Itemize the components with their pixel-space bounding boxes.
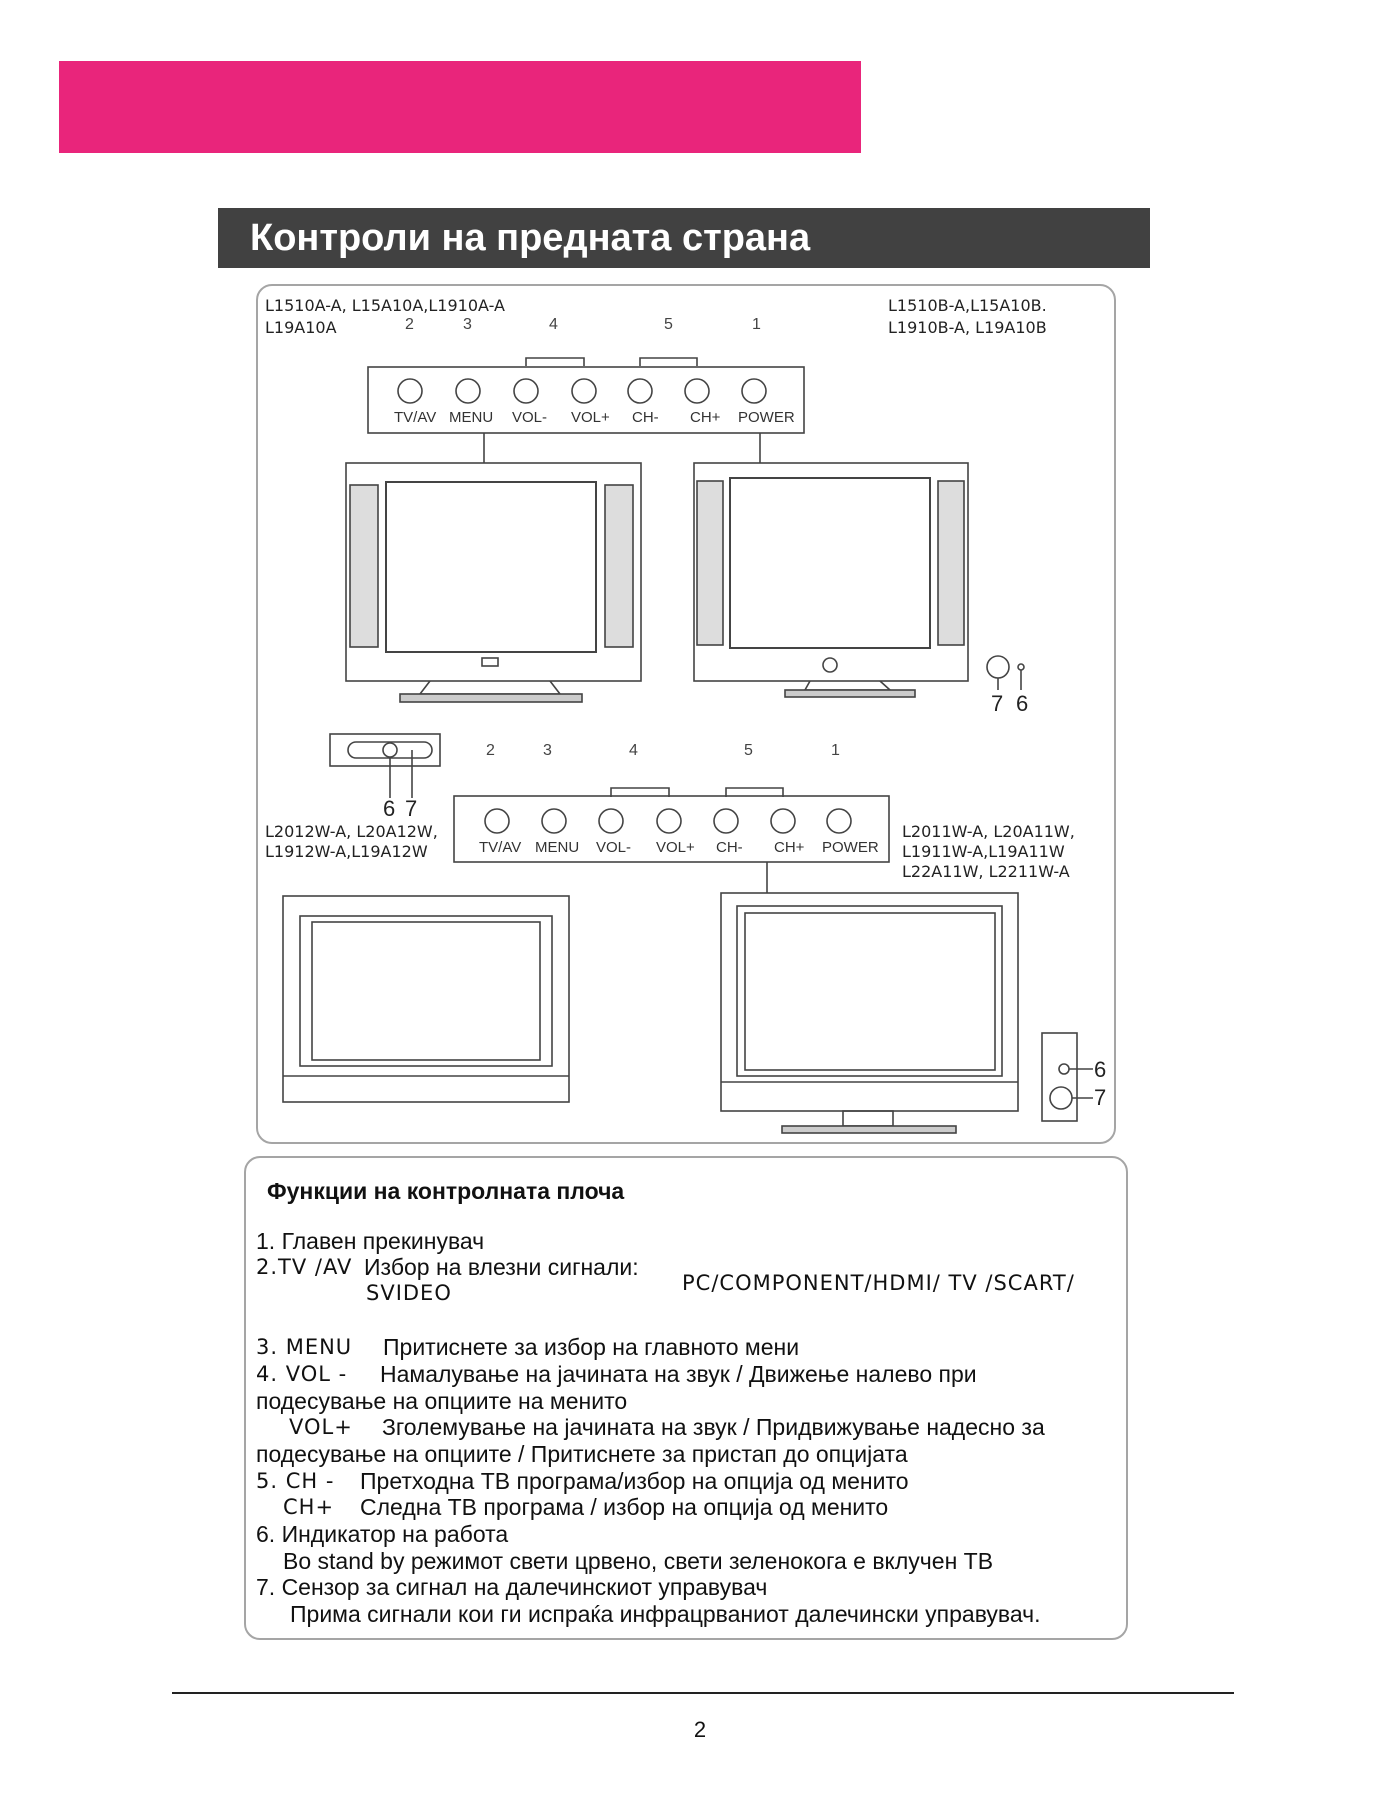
btn-label-vol-plus-bottom: VOL+ bbox=[656, 839, 695, 856]
callout-7-left: 7 bbox=[405, 796, 418, 821]
func-item-7-text: Прима сигнали кои ги испраќа инфрацрваниот далечински управувач. bbox=[290, 1601, 1041, 1627]
btn-label-ch-plus-bottom: CH+ bbox=[774, 839, 805, 856]
page-number: 2 bbox=[693, 1717, 707, 1742]
func-item-4-volplus-cont: подесување на опциите / Притиснете за пристап до опцијата bbox=[256, 1441, 908, 1467]
func-item-5-key: 5. CH - bbox=[256, 1469, 335, 1493]
btn-label-tv-av-top: TV/AV bbox=[394, 409, 437, 426]
vol-minus-button-top bbox=[514, 379, 538, 403]
functions-title: Функции на контролната плоча bbox=[267, 1178, 625, 1204]
func-item-6-text: Во stand by режимот свети црвено, свети зеленокога е вклучен ТВ bbox=[283, 1548, 994, 1574]
func-item-5-text: Претходна ТВ програма/избор на опција од менито bbox=[360, 1468, 909, 1494]
callout-4-bottom: 4 bbox=[629, 742, 638, 759]
func-item-6: 6. Индикатор на работа bbox=[256, 1521, 509, 1547]
func-item-3-text: Притиснете за избор на главното мени bbox=[383, 1334, 800, 1360]
callout-1-top: 1 bbox=[752, 316, 761, 333]
power-button-top bbox=[742, 379, 766, 403]
btn-label-ch-minus-top: CH- bbox=[632, 409, 659, 426]
model-label-bottom-right-1: L2011W-A, L20A11W, bbox=[902, 822, 1075, 841]
model-label-bottom-right-3: L22A11W, L2211W-A bbox=[902, 862, 1070, 881]
func-item-4-volplus-text: Зголемување на јачината на звук / Придвижување надесно за bbox=[382, 1414, 1045, 1440]
btn-label-menu-top: MENU bbox=[449, 409, 494, 426]
ch-plus-button-top bbox=[685, 379, 709, 403]
callout-7-right: 7 bbox=[1094, 1085, 1107, 1110]
callout-7-top: 7 bbox=[991, 691, 1004, 716]
func-item-2-text: Избор на влезни сигнали: bbox=[364, 1254, 639, 1280]
callout-3-bottom: 3 bbox=[543, 742, 552, 759]
func-item-5-chplus-key: CH+ bbox=[283, 1495, 335, 1519]
func-item-4-volplus-key: VOL+ bbox=[289, 1415, 353, 1439]
btn-label-vol-minus-bottom: VOL- bbox=[596, 839, 632, 856]
model-label-top-right-1: L1510B-A,L15A10B. bbox=[888, 296, 1047, 315]
callout-6-top: 6 bbox=[1016, 691, 1029, 716]
func-item-4-text: Намалување на јачината на звук / Движење налево при bbox=[380, 1361, 977, 1387]
footer-rule bbox=[172, 1692, 1234, 1694]
callout-6-left: 6 bbox=[383, 796, 396, 821]
callout-2-bottom: 2 bbox=[486, 742, 495, 759]
model-label-top-left-2: L19A10A bbox=[265, 318, 337, 337]
btn-label-tv-av-bottom: TV/AV bbox=[479, 839, 522, 856]
func-item-2-key: 2.TV /AV bbox=[256, 1255, 353, 1279]
callout-4-top: 4 bbox=[549, 316, 558, 333]
model-label-top-left-1: L1510A-A, L15A10A,L1910A-A bbox=[265, 296, 505, 315]
model-label-top-right-2: L1910B-A, L19A10B bbox=[888, 318, 1047, 337]
func-item-4-cont: подесување на опциите на менито bbox=[256, 1388, 628, 1414]
func-item-2-svideo: SVIDEO bbox=[366, 1281, 452, 1305]
callout-5-top: 5 bbox=[664, 316, 673, 333]
btn-label-power-bottom: POWER bbox=[822, 839, 879, 856]
func-item-5-chplus-text: Следна ТВ програма / избор на опција од менито bbox=[360, 1494, 889, 1520]
func-item-4-key: 4. VOL - bbox=[256, 1362, 348, 1386]
func-item-7: 7. Сензор за сигнал на далечинскиот управувач bbox=[256, 1574, 768, 1600]
tv-bottom-right-body bbox=[721, 893, 1018, 1111]
model-label-bottom-left-2: L1912W-A,L19A12W bbox=[265, 842, 428, 861]
remote-sensor-top bbox=[987, 656, 1009, 678]
section-title: Контроли на предната страна bbox=[218, 208, 1150, 268]
callout-6-right: 6 bbox=[1094, 1057, 1107, 1082]
btn-label-menu-bottom: MENU bbox=[535, 839, 580, 856]
btn-label-vol-minus-top: VOL- bbox=[512, 409, 548, 426]
btn-label-power-top: POWER bbox=[738, 409, 795, 426]
vol-plus-button-top bbox=[572, 379, 596, 403]
callout-2-top: 2 bbox=[405, 316, 414, 333]
model-label-bottom-right-2: L1911W-A,L19A11W bbox=[902, 842, 1065, 861]
func-item-1: 1. Главен прекинувач bbox=[256, 1228, 485, 1254]
func-item-3-key: 3. MENU bbox=[256, 1335, 353, 1359]
btn-label-ch-plus-top: CH+ bbox=[690, 409, 721, 426]
func-item-2-sources: PC/COMPONENT/HDMI/ TV /SCART/ bbox=[682, 1271, 1075, 1295]
sensor-panel-right bbox=[1042, 1033, 1077, 1121]
callout-1-bottom: 1 bbox=[831, 742, 840, 759]
sensor-panel-left bbox=[330, 734, 440, 766]
ch-minus-button-top bbox=[628, 379, 652, 403]
menu-button-top bbox=[456, 379, 480, 403]
power-indicator-top bbox=[1018, 664, 1024, 670]
btn-label-vol-plus-top: VOL+ bbox=[571, 409, 610, 426]
tv-av-button-top bbox=[398, 379, 422, 403]
callout-5-bottom: 5 bbox=[744, 742, 753, 759]
model-label-bottom-left-1: L2012W-A, L20A12W, bbox=[265, 822, 438, 841]
btn-label-ch-minus-bottom: CH- bbox=[716, 839, 743, 856]
tv-bottom-left-body bbox=[283, 896, 569, 1102]
callout-3-top: 3 bbox=[463, 316, 472, 333]
